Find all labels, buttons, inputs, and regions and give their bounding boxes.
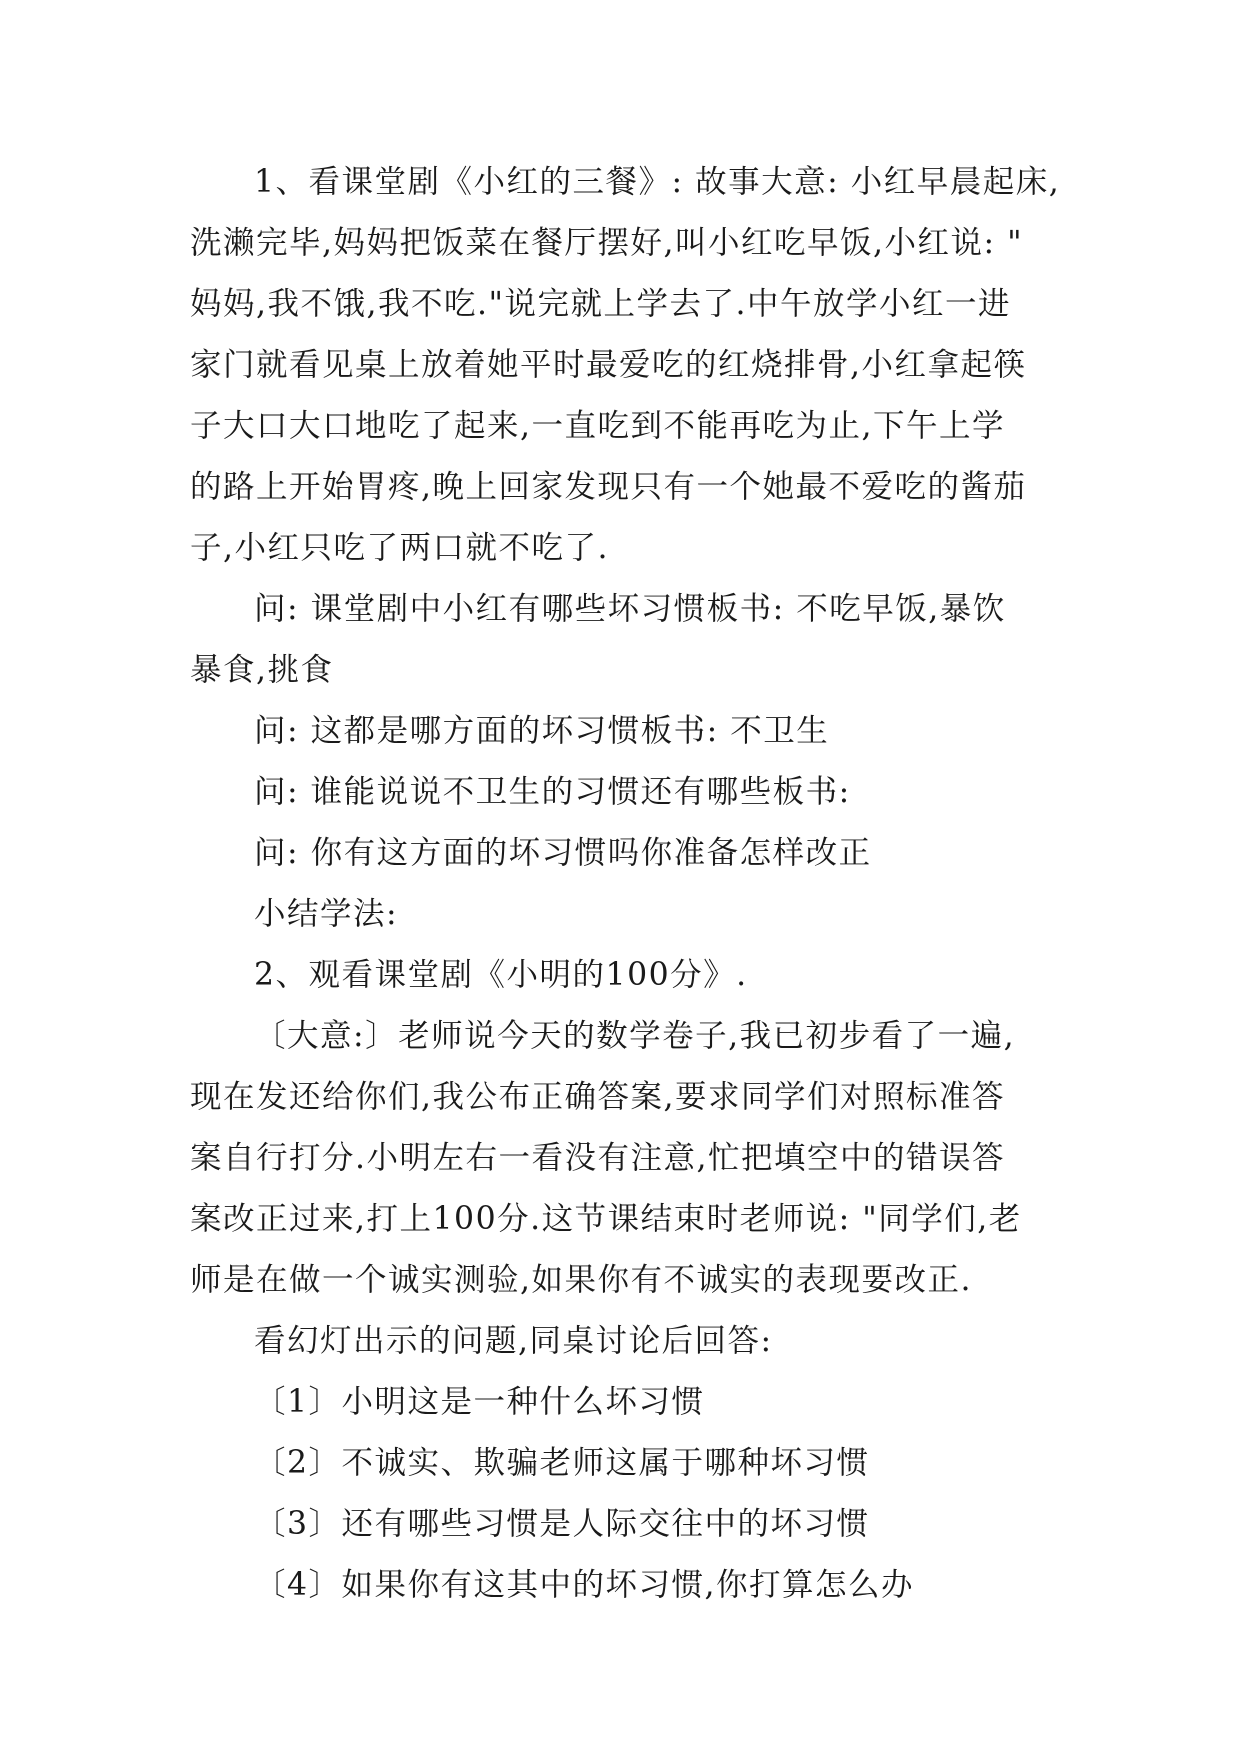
text-line: 案自行打分.小明左右一看没有注意,忙把填空中的错误答 [190, 1140, 1006, 1176]
section1-paragraph [190, 152, 1061, 579]
text-line: 子大口大口地吃了起来,一直吃到不能再吃为止,下午上学 [190, 408, 1006, 444]
text-line: 1、看课堂剧《小红的三餐》: 故事大意: 小红早晨起床, [254, 164, 1061, 200]
question1-paragraph [190, 579, 1050, 701]
text-line: 洗濑完毕,妈妈把饭菜在餐厅摆好,叫小红吃早饭,小红说: " [190, 225, 1024, 261]
document-page [190, 152, 1061, 1616]
text-line: 现在发还给你们,我公布正确答案,要求同学们对照标准答 [190, 1079, 1006, 1115]
text-line: 家门就看见桌上放着她平时最爱吃的红烧排骨,小红拿起筷 [190, 347, 1027, 383]
list-item: 〔2〕不诚实、欺骗老师这属于哪种坏习惯 [254, 1445, 870, 1481]
text-line: 暴食,挑食 [190, 652, 334, 688]
summary-paragraph: 小结学法: [254, 896, 399, 932]
text-line: 子,小红只吃了两口就不吃了. [190, 530, 610, 566]
list-item: 〔1〕小明这是一种什么坏习惯 [254, 1384, 705, 1420]
question-list [190, 1372, 1050, 1616]
list-item: 〔4〕如果你有这其中的坏习惯,你打算怎么办 [254, 1567, 915, 1603]
instruction-paragraph: 看幻灯出示的问题,同桌讨论后回答: [254, 1323, 773, 1359]
text-line: 案改正过来,打上100分.这节课结束时老师说: "同学们,老 [190, 1201, 1022, 1237]
question2-paragraph: 问: 这都是哪方面的坏习惯板书: 不卫生 [254, 713, 830, 749]
text-line: 问: 课堂剧中小红有哪些坏习惯板书: 不吃早饭,暴饮 [254, 591, 1006, 627]
question4-paragraph: 问: 你有这方面的坏习惯吗你准备怎样改正 [254, 835, 872, 871]
text-line: 妈妈,我不饿,我不吃."说完就上学去了.中午放学小红一进 [190, 286, 1012, 322]
text-line: 的路上开始胃疼,晚上回家发现只有一个她最不爱吃的酱茄 [190, 469, 1027, 505]
section2-story-paragraph [190, 1006, 1050, 1311]
section2-title: 2、观看课堂剧《小明的100分》. [254, 957, 748, 993]
text-line: 〔大意:〕老师说今天的数学卷子,我已初步看了一遍, [254, 1018, 1016, 1054]
text-line: 师是在做一个诚实测验,如果你有不诚实的表现要改正. [190, 1262, 973, 1298]
list-item: 〔3〕还有哪些习惯是人际交往中的坏习惯 [254, 1506, 870, 1542]
question3-paragraph: 问: 谁能说说不卫生的习惯还有哪些板书: [254, 774, 851, 810]
